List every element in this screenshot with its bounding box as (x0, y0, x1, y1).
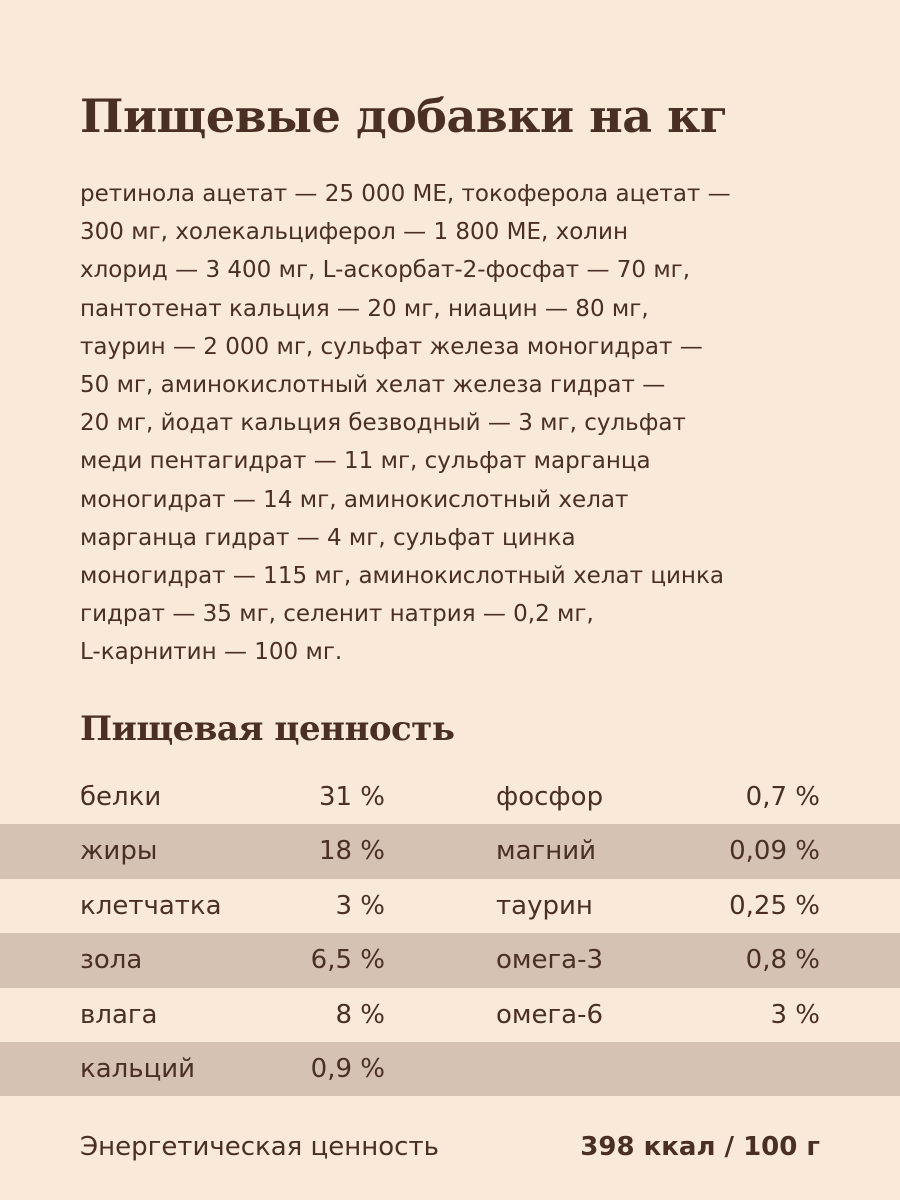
nutrient-name: магний (496, 836, 597, 867)
nutrient-name: клетчатка (80, 890, 222, 921)
additives-line: хлорид — 3 400 мг, L-аскорбат-2-фосфат — 70 мг, (80, 257, 691, 284)
nutrient-value: 3 % (335, 890, 385, 921)
nutrient-name: таурин (496, 890, 593, 921)
additives-line: моногидрат — 115 мг, аминокислотный хелат цинка (80, 563, 724, 590)
nutrient-name: белки (80, 782, 162, 812)
nutrient-name: жиры (80, 836, 158, 867)
nutrition-table (0, 770, 900, 1096)
table-row (0, 824, 900, 878)
additives-line: ретинола ацетат — 25 000 МЕ, токоферола ацетат — (80, 181, 731, 207)
nutrient-value: 6,5 % (310, 945, 385, 976)
energy-label: Энергетическая ценность (80, 1132, 439, 1162)
nutrient-value: 0,7 % (745, 782, 820, 812)
nutrient-value: 3 % (770, 999, 820, 1030)
nutrient-value: 0,9 % (310, 1053, 385, 1084)
additives-line: гидрат — 35 мг, селенит натрия — 0,2 мг, (80, 601, 594, 628)
table-row (0, 933, 900, 987)
additives-line: 300 мг, холекальциферол — 1 800 МЕ, холин (80, 219, 628, 246)
additives-text (80, 175, 840, 672)
energy-row (0, 1120, 900, 1174)
nutrient-value: 8 % (335, 999, 385, 1030)
nutrition-title: Пищевая ценность (80, 709, 455, 749)
additives-title: Пищевые добавки на кг (80, 89, 728, 143)
nutrient-name: влага (80, 999, 158, 1030)
energy-value: 398 ккал / 100 г (580, 1132, 820, 1162)
additives-line: меди пентагидрат — 11 мг, сульфат марганца (80, 448, 651, 475)
nutrient-name: кальций (80, 1053, 196, 1084)
additives-line: марганца гидрат — 4 мг, сульфат цинка (80, 524, 576, 551)
nutrient-name: фосфор (496, 782, 604, 812)
table-row (0, 879, 900, 933)
additives-line: 20 мг, йодат кальция безводный — 3 мг, сульфат (80, 410, 686, 437)
nutrient-value: 0,09 % (729, 836, 820, 867)
additives-line: моногидрат — 14 мг, аминокислотный хелат (80, 486, 629, 513)
table-row (0, 1042, 900, 1096)
nutrient-value: 0,25 % (729, 890, 820, 921)
nutrient-value: 31 % (318, 782, 385, 812)
nutrient-name: омега-3 (496, 945, 604, 976)
additives-line: пантотенат кальция — 20 мг, ниацин — 80 мг, (80, 295, 649, 322)
additives-line: таурин — 2 000 мг, сульфат железа моногидрат — (80, 333, 703, 360)
table-row (0, 988, 900, 1042)
table-row (0, 770, 900, 824)
nutrient-name: зола (80, 945, 143, 976)
nutrient-name: омега-6 (496, 999, 604, 1030)
nutrient-value: 0,8 % (745, 945, 820, 976)
additives-line: L-карнитин — 100 мг. (80, 639, 343, 666)
nutrient-value: 18 % (318, 836, 385, 867)
additives-line: 50 мг, аминокислотный хелат железа гидрат — (80, 372, 666, 399)
